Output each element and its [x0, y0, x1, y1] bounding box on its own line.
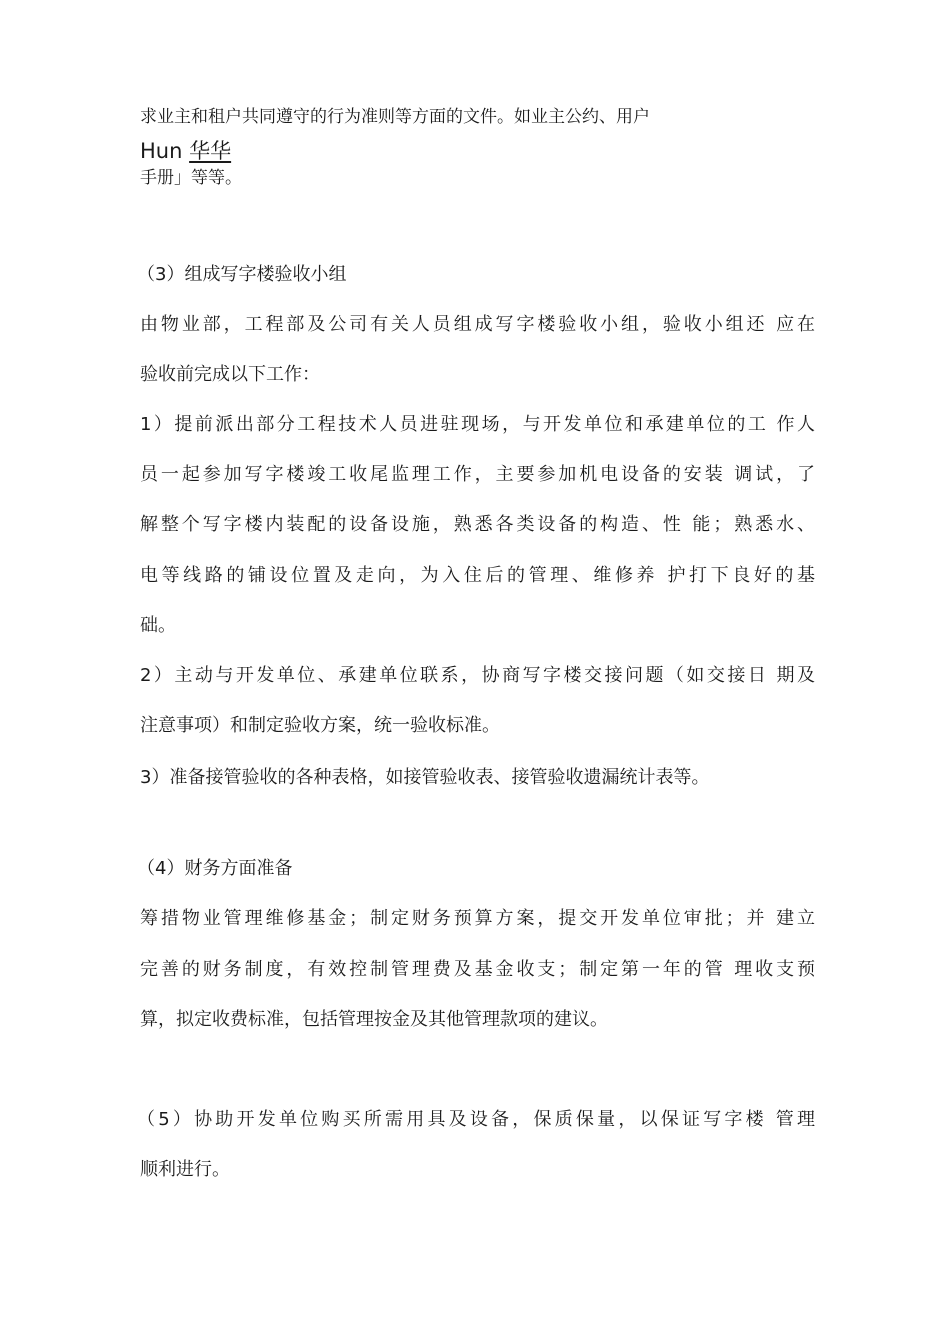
intro-line-2	[140, 139, 231, 163]
section-3-heading: （3）组成写字楼验收小组	[137, 264, 347, 285]
section-3-line: 电等线路的铺设位置及走向，为入住后的管理、维修养 护打下良好的基	[140, 565, 815, 586]
section-3-line: 2）主动与开发单位、承建单位联系，协商写字楼交接问题（如交接日 期及	[140, 665, 815, 686]
section-3-line: 1）提前派出部分工程技术人员进驻现场，与开发单位和承建单位的工 作人	[140, 414, 815, 435]
section-3-line: 础。	[140, 615, 176, 636]
section-3-line: 由物业部，工程部及公司有关人员组成写字楼验收小组，验收小组还 应在	[140, 314, 815, 335]
section-5-line: 顺利进行。	[140, 1159, 230, 1180]
intro-line-3: 手册」等等。	[140, 168, 242, 188]
section-3-line: 验收前完成以下工作：	[140, 364, 320, 385]
section-3-line: 注意事项）和制定验收方案，统一验收标准。	[140, 715, 500, 736]
section-4-heading: （4）财务方面准备	[137, 858, 293, 879]
intro-line-1: 求业主和租户共同遵守的行为准则等方面的文件。如业主公约、用户	[140, 107, 650, 127]
underlined-text: 华华	[189, 139, 232, 163]
hun-text: Hun	[140, 139, 183, 163]
section-3-line: 员一起参加写字楼竣工收尾监理工作，主要参加机电设备的安装 调试，了	[140, 464, 815, 485]
section-4-line: 算，拟定收费标准，包括管理按金及其他管理款项的建议。	[140, 1009, 608, 1030]
section-3-line: 解整个写字楼内装配的设备设施，熟悉各类设备的构造、性 能；熟悉水、	[140, 514, 815, 535]
section-3-line: 3）准备接管验收的各种表格，如接管验收表、接管验收遗漏统计表等。	[140, 767, 710, 788]
section-5-line: （5）协助开发单位购买所需用具及设备，保质保量，以保证写字楼 管理	[137, 1109, 815, 1130]
section-4-line: 筹措物业管理维修基金；制定财务预算方案，提交开发单位审批；并 建立	[140, 908, 815, 929]
section-4-line: 完善的财务制度，有效控制管理费及基金收支；制定第一年的管 理收支预	[140, 959, 815, 980]
